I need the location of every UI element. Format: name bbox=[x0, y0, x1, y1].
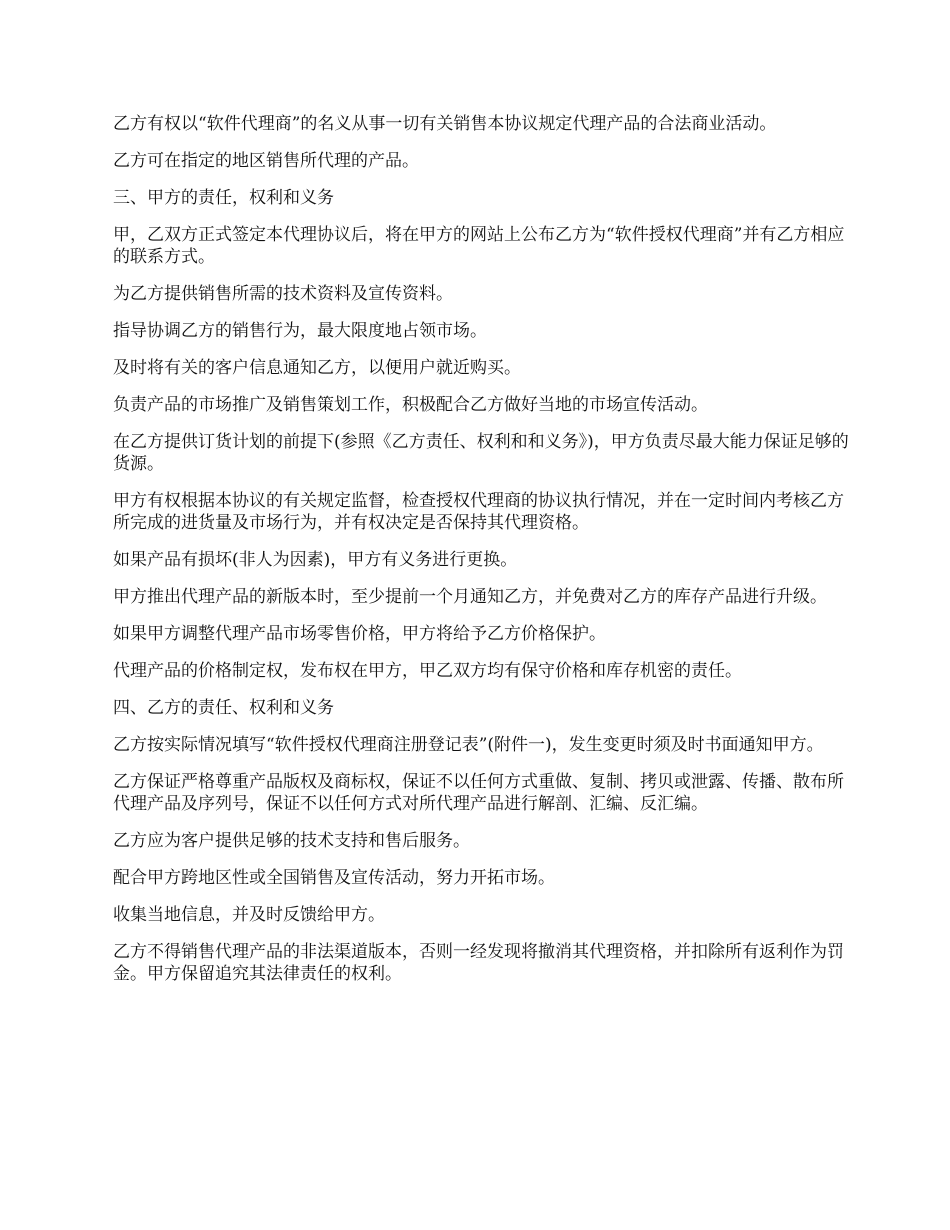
section-heading-party-b: 四、乙方的责任、权利和义务 bbox=[113, 698, 334, 718]
paragraph-market-promotion: 负责产品的市场推广及销售策划工作，积极配合乙方做好当地的市场宣传活动。 bbox=[113, 395, 708, 415]
paragraph-pricing-rights: 代理产品的价格制定权，发布权在甲方，甲乙双方均有保守价格和库存机密的责任。 bbox=[113, 661, 742, 681]
paragraph-provide-materials: 为乙方提供销售所需的技术资料及宣传资料。 bbox=[113, 284, 453, 304]
paragraph-cooperate-promotion: 配合甲方跨地区性或全国销售及宣传活动，努力开拓市场。 bbox=[113, 868, 555, 888]
paragraph-supervision: 甲方有权根据本协议的有关规定监督，检查授权代理商的协议执行情况，并在一定时间内考核乙方所完成的进货量及市场行为，并有权决定是否保持其代理资格。 bbox=[113, 491, 844, 533]
paragraph-rights-as-agent: 乙方有权以“软件代理商”的名义从事一切有关销售本协议规定代理产品的合法商业活动。 bbox=[113, 114, 777, 134]
paragraph-replacement: 如果产品有损坏(非人为因素)，甲方有义务进行更换。 bbox=[113, 550, 518, 570]
document-body bbox=[113, 113, 849, 1000]
paragraph-guide-sales: 指导协调乙方的销售行为，最大限度地占领市场。 bbox=[113, 321, 487, 341]
paragraph-copyright: 乙方保证严格尊重产品版权及商标权，保证不以任何方式重做、复制、拷贝或泄露、传播、散布所代理产品及序列号，保证不以任何方式对所代理产品进行解剖、汇编、反汇编。 bbox=[113, 772, 844, 814]
paragraph-illegal-channels: 乙方不得销售代理产品的非法渠道版本，否则一经发现将撤消其代理资格，并扣除所有返利作为罚金。甲方保留追究其法律责任的权利。 bbox=[113, 942, 844, 984]
paragraph-registration-form: 乙方按实际情况填写“软件授权代理商注册登记表”(附件一)，发生变更时须及时书面通知甲方。 bbox=[113, 735, 824, 755]
paragraph-collect-info: 收集当地信息，并及时反馈给甲方。 bbox=[113, 905, 385, 925]
paragraph-price-protection: 如果甲方调整代理产品市场零售价格，甲方将给予乙方价格保护。 bbox=[113, 624, 606, 644]
paragraph-tech-support: 乙方应为客户提供足够的技术支持和售后服务。 bbox=[113, 831, 470, 851]
paragraph-supply-guarantee: 在乙方提供订货计划的前提下(参照《乙方责任、权利和和义务》)，甲方负责尽最大能力保证足够的货源。 bbox=[113, 432, 849, 474]
paragraph-sales-region: 乙方可在指定的地区销售所代理的产品。 bbox=[113, 151, 419, 171]
paragraph-publish-agent: 甲，乙双方正式签定本代理协议后，将在甲方的网站上公布乙方为“软件授权代理商”并有乙方相应的联系方式。 bbox=[113, 225, 845, 267]
paragraph-upgrade: 甲方推出代理产品的新版本时，至少提前一个月通知乙方，并免费对乙方的库存产品进行升级。 bbox=[113, 587, 827, 607]
section-heading-party-a: 三、甲方的责任，权利和义务 bbox=[113, 188, 334, 208]
paragraph-customer-info: 及时将有关的客户信息通知乙方，以便用户就近购买。 bbox=[113, 358, 521, 378]
